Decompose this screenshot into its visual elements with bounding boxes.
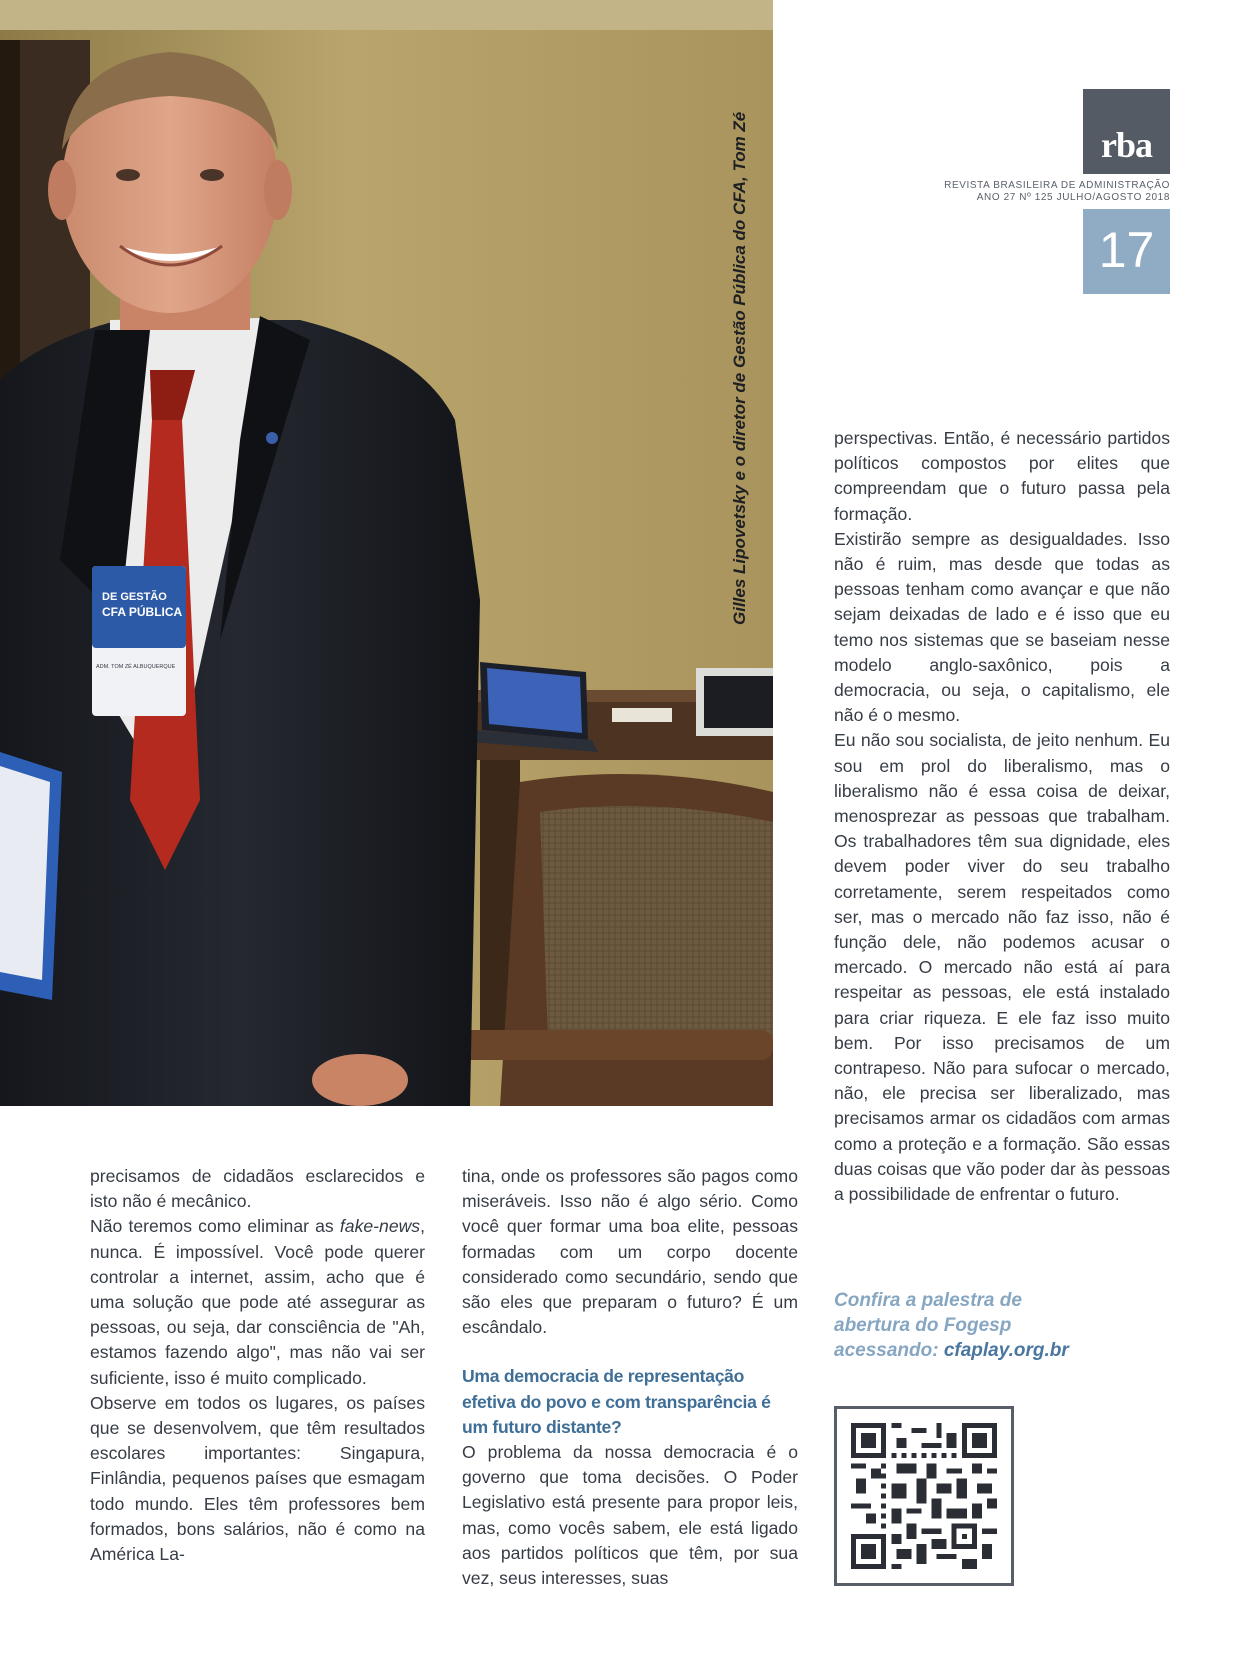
masthead-title: REVISTA BRASILEIRA DE ADMINISTRAÇÃO xyxy=(944,180,1170,191)
promo-link[interactable]: cfaplay.org.br xyxy=(943,1340,1069,1361)
paragraph: Eu não sou socialista, de jeito nenhum. Eu sou em prol do liberalismo, mas o liberalismo não é essa coisa de deixar, menosprezar as pessoas que trabalham. Os trabalhadores têm sua dignidade, eles devem poder viver do seu trabalho corretamente, serem respeitados como ser, mas o mercado não faz isso, não é função dele, não podemos acusar o mercado. O mercado não está aí para respeitar as pessoas, ele está instalado para criar riqueza. E ele faz isso muito bem. Por isso precisamos de um contrapeso. Não para sufocar o mercado, não, ele precisa ser liberalizado, mas precisamos armar os cidadãos com armas como a proteção e a formação. São essas duas coisas que vão poder dar às pessoas a possibilidade de enfrentar o futuro. xyxy=(834,730,1170,1205)
masthead-issue: ANO 27 Nº 125 JULHO/AGOSTO 2018 xyxy=(976,192,1170,203)
promo-callout xyxy=(834,1288,1170,1363)
badge-name: ADM. TOM ZÉ ALBUQUERQUE xyxy=(96,664,176,670)
article-photo xyxy=(0,0,773,1106)
photo-caption: Gilles Lipovetsky e o diretor de Gestão Pública do CFA, Tom Zé xyxy=(730,111,749,625)
emphasis-text: fake-news xyxy=(339,1216,421,1237)
promo-line xyxy=(834,1338,1170,1363)
column-middle xyxy=(462,1164,798,1591)
photo-illustration xyxy=(0,0,773,1106)
paragraph: perspectivas. Então, é necessário partidos políticos compostos por elites que compreendam que o futuro passa pela formação. xyxy=(834,428,1170,524)
logo-text: rba xyxy=(1101,125,1152,165)
column-left xyxy=(90,1164,425,1567)
badge-line1: DE GESTÃO xyxy=(102,591,167,603)
page-number-box xyxy=(1083,209,1170,294)
column-right xyxy=(834,426,1170,1207)
paragraph: precisamos de cidadãos esclarecidos e isto não é mecânico. xyxy=(90,1166,425,1212)
rba-logo xyxy=(1083,89,1170,174)
masthead xyxy=(944,180,1170,204)
paragraph xyxy=(90,1214,425,1390)
page-number: 17 xyxy=(1098,222,1155,278)
paragraph-text: Não teremos como eliminar as xyxy=(90,1216,340,1237)
paragraph: Existirão sempre as desigualdades. Isso não é ruim, mas desde que todas as pessoas tenham como avançar e que não sejam deixadas de lado e é isso que eu temo nos sistemas que se baseiam nesse modelo anglo-saxônico, pois a democracia, ou seja, o capitalismo, ele não é o mesmo. xyxy=(834,528,1170,726)
paragraph: O problema da nossa democracia é o governo que toma decisões. O Poder Legislativo está presente para propor leis, mas, como vocês sabem, ele está ligado aos partidos políticos que têm, por sua vez, seus interesses, suas xyxy=(462,1442,798,1589)
badge-line2: CFA PÚBLICA xyxy=(102,605,183,619)
qr-code-icon xyxy=(851,1423,997,1569)
promo-line: abertura do Fogesp xyxy=(834,1315,1012,1336)
paragraph: Observe em todos os lugares, os países que se desenvolvem, que têm resultados escolares importantes: Singapura, Finlândia, pequenos países que esmagam todo mundo. Eles têm professores bem formados, bons salários, não é como na América La- xyxy=(90,1392,425,1565)
section-heading: Uma democracia de representação efetiva do povo e com transparência é um futuro distante? xyxy=(462,1366,771,1437)
paragraph-text: , nunca. É impossível. Você pode querer controlar a internet, assim, acho que é uma solução que pode até assegurar as pessoas, ou seja, dar consciência de "Ah, estamos fazendo algo", mas não vai ser suficiente, isso é muito complicado. xyxy=(90,1216,425,1388)
paragraph: tina, onde os professores são pagos como miseráveis. Isso não é algo sério. Como você quer formar uma boa elite, pessoas formadas com um corpo docente considerado como secundário, sendo que são eles que preparam o futuro? É um escândalo. xyxy=(462,1166,798,1338)
qr-code[interactable] xyxy=(834,1406,1014,1586)
promo-line: Confira a palestra de xyxy=(834,1290,1022,1311)
promo-text: acessando: xyxy=(834,1340,944,1361)
